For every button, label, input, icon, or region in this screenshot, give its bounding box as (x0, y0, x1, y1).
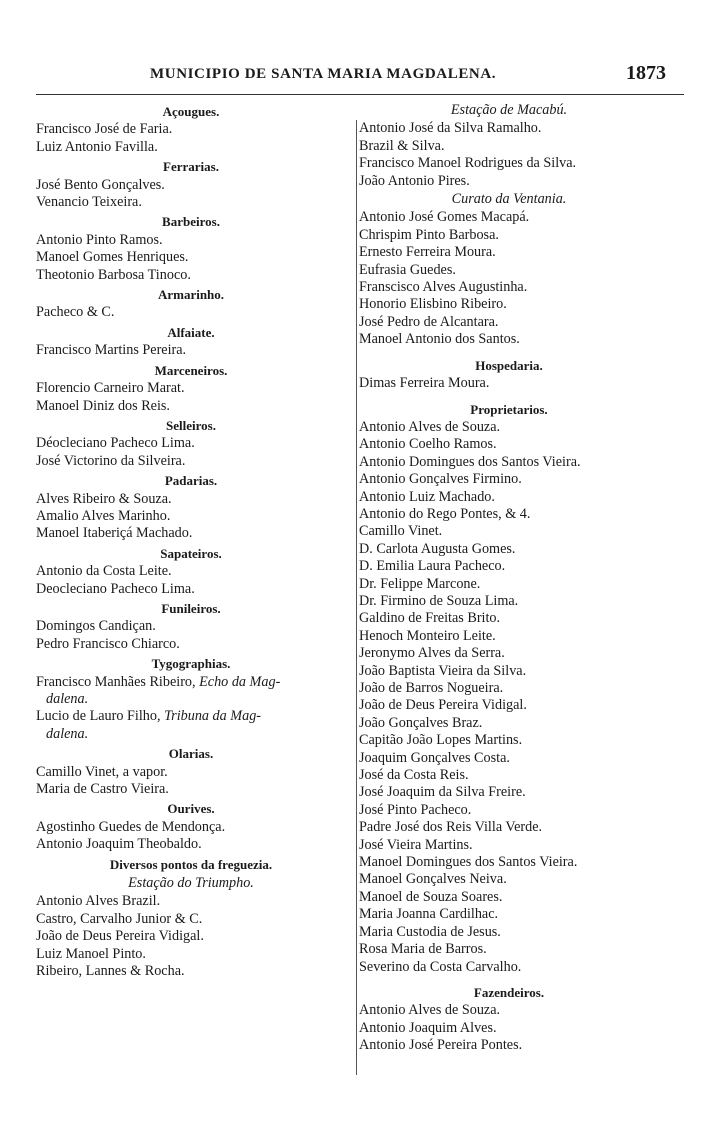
list-item: João de Barros Nogueira. (359, 680, 504, 696)
list-item: D. Carlota Augusta Gomes. (359, 540, 516, 557)
list-item: Venancio Teixeira. (36, 194, 142, 211)
section-title: Olarias. (168, 746, 214, 762)
list-item: Maria de Castro Vieira. (36, 781, 169, 798)
list-item: Galdino de Freitas Brito. (359, 610, 501, 627)
section-title: Selleiros. (166, 417, 216, 433)
list-item: Manoel Antonio dos Santos. (359, 331, 520, 348)
left-column (36, 101, 346, 981)
list-item: Honorio Elisbino Ribeiro. (359, 296, 507, 313)
column-divider (356, 120, 357, 1075)
list-item: José Pedro de Alcantara. (359, 313, 499, 330)
entry-name: Francisco Manhães Ribeiro, (36, 673, 200, 690)
list-item: Francisco Martins Pereira. (36, 342, 187, 359)
list-item: Manoel Gonçalves Neiva. (359, 871, 507, 888)
list-item: Antonio José Pereira Pontes. (359, 1037, 523, 1054)
page-number: 1873 (626, 62, 666, 84)
list-item-continuation (36, 691, 346, 708)
section-title: Funileiros. (161, 600, 221, 616)
page-header (0, 62, 725, 90)
list-item: Antonio Alves de Souza. (359, 418, 501, 435)
header-rule (36, 94, 684, 95)
section-padarias (36, 470, 346, 543)
list-item: João Baptista Vieira da Silva. (359, 662, 527, 679)
list-item: Antonio Coelho Ramos. (359, 436, 497, 453)
section-sapateiros (36, 543, 346, 598)
list-item (36, 708, 346, 725)
list-item: Capitão João Lopes Martins. (359, 732, 523, 749)
list-item: D. Emilia Laura Pacheco. (359, 558, 506, 575)
list-item: Antonio Joaquim Alves. (359, 1019, 497, 1036)
right-column (359, 101, 659, 1055)
list-item: Antonio Joaquim Theobaldo. (36, 836, 202, 853)
list-item: João Antonio Pires. (359, 172, 470, 189)
section-subtitle: Curato da Ventania. (451, 191, 567, 208)
page-title: MUNICIPIO DE SANTA MARIA MAGDALENA. (150, 66, 497, 82)
list-item: Pedro Francisco Chiarco. (36, 635, 180, 652)
list-item: Joaquim Gonçalves Costa. (359, 749, 510, 766)
section-subtitle: Estação de Macabú. (450, 102, 568, 118)
list-item: João de Deus Pereira Vidigal. (36, 928, 204, 945)
list-item: Manoel Itaberiçá Machado. (36, 525, 193, 542)
section-ourives (36, 798, 346, 853)
list-item: Manoel Domingues dos Santos Vieira. (359, 854, 578, 871)
newspaper-title-cont: dalena. (46, 691, 89, 707)
section-title: Marceneiros. (154, 362, 228, 378)
section-title: Diversos pontos da freguezia. (109, 856, 273, 872)
section-hospedaria (359, 355, 659, 393)
section-title: Ferrarias. (163, 159, 219, 175)
newspaper-title-cont: dalena. (46, 725, 89, 742)
section-subtitle: Estação do Triumpho. (128, 875, 254, 892)
list-item: Alves Ribeiro & Souza. (36, 490, 172, 507)
list-item: Luiz Manoel Pinto. (36, 945, 146, 962)
section-title: Sapateiros. (160, 545, 222, 561)
proprietarios-list (359, 419, 659, 976)
list-item: Dimas Ferreira Moura. (359, 375, 490, 392)
list-item: Antonio Pinto Ramos. (36, 231, 163, 248)
list-item: Luiz Antonio Favilla. (36, 138, 158, 155)
section-selleiros (36, 415, 346, 470)
list-item: Antonio Luiz Machado. (359, 488, 495, 505)
list-item: Jeronymo Alves da Serra. (359, 645, 505, 662)
list-item: Ernesto Ferreira Moura. (359, 244, 496, 261)
list-item: Padre José dos Reis Villa Verde. (359, 819, 543, 836)
list-item: Antonio Gonçalves Firmino. (359, 471, 522, 488)
list-item (36, 674, 346, 691)
section-fazendeiros (359, 982, 659, 1055)
list-item: José Victorino da Silveira. (36, 452, 186, 469)
section-title: Fazendeiros. (473, 984, 545, 1000)
entry-name: Lucio de Lauro Filho, (36, 708, 165, 725)
list-item: João de Deus Pereira Vidigal. (359, 697, 527, 714)
list-item: João Gonçalves Braz. (359, 714, 483, 731)
list-item: Brazil & Silva. (359, 137, 445, 154)
section-proprietarios (359, 399, 659, 976)
list-item: Manoel de Souza Soares. (359, 888, 503, 905)
section-armarinho (36, 284, 346, 322)
list-item: Antonio Alves de Souza. (359, 1002, 501, 1019)
list-item: Eufrasia Guedes. (359, 261, 456, 278)
list-item: Severino da Costa Carvalho. (359, 958, 522, 975)
list-item: José Vieira Martins. (359, 836, 473, 853)
list-item: Manoel Diniz dos Reis. (36, 397, 170, 414)
section-tygographias (36, 653, 346, 743)
list-item: José Joaquim da Silva Freire. (359, 784, 526, 801)
section-title: Açougues. (162, 104, 220, 119)
list-item: Francisco José de Faria. (36, 121, 173, 138)
section-title: Proprietarios. (470, 401, 548, 417)
section-title: Barbeiros. (162, 214, 220, 230)
list-item: Rosa Maria de Barros. (359, 941, 487, 958)
section-macabu (359, 101, 659, 190)
section-ventania (359, 190, 659, 349)
list-item: Antonio José da Silva Ramalho. (359, 120, 542, 137)
section-ferrarias (36, 156, 346, 211)
list-item: Maria Joanna Cardilhac. (359, 906, 499, 923)
list-item: Agostinho Guedes de Mendonça. (36, 818, 226, 835)
section-title: Tygographias. (151, 656, 231, 672)
list-item: José da Costa Reis. (359, 767, 469, 784)
section-marceneiros (36, 360, 346, 415)
list-item: Pacheco & C. (36, 304, 115, 321)
newspaper-title: Echo da Mag- (199, 673, 281, 690)
list-item: Antonio Domingues dos Santos Vieira. (359, 453, 581, 470)
list-item: Dr. Firmino de Souza Lima. (359, 592, 519, 609)
list-item: Henoch Monteiro Leite. (359, 627, 496, 644)
list-item-continuation (36, 726, 346, 743)
list-item: Theotonio Barbosa Tinoco. (36, 266, 191, 283)
list-item: Florencio Carneiro Marat. (36, 380, 185, 397)
list-item: Camillo Vinet. (359, 523, 443, 540)
section-title: Hospedaria. (475, 357, 543, 373)
list-item: Franscisco Alves Augustinha. (359, 279, 528, 296)
list-item: José Pinto Pacheco. (359, 801, 472, 818)
list-item: Manoel Gomes Henriques. (36, 249, 189, 266)
section-title: Alfaiate. (167, 324, 215, 340)
section-title: Ourives. (167, 801, 215, 817)
section-title: Padarias. (164, 473, 218, 489)
section-olarias (36, 743, 346, 798)
list-item: Chrispim Pinto Barbosa. (359, 226, 499, 243)
list-item: Deocleciano Pacheco Lima. (36, 580, 195, 597)
section-alfaiate (36, 322, 346, 360)
list-item: Maria Custodia de Jesus. (359, 923, 501, 940)
list-item: Camillo Vinet, a vapor. (36, 763, 168, 780)
list-item: Domingos Candiçan. (36, 618, 156, 635)
section-acougues (36, 101, 346, 156)
newspaper-title: Tribuna da Mag- (164, 708, 262, 725)
list-item: Antonio do Rego Pontes, & 4. (359, 505, 531, 522)
list-item: Francisco Manoel Rodrigues da Silva. (359, 155, 577, 172)
list-item: Castro, Carvalho Junior & C. (36, 910, 203, 927)
section-funileiros (36, 598, 346, 653)
list-item: Antonio José Gomes Macapá. (359, 209, 530, 226)
section-diversos (36, 854, 346, 981)
list-item: José Bento Gonçalves. (36, 176, 165, 193)
list-item: Antonio Alves Brazil. (36, 893, 161, 910)
list-item: Dr. Felippe Marcone. (359, 575, 481, 592)
section-barbeiros (36, 211, 346, 284)
list-item: Ribeiro, Lannes & Rocha. (36, 963, 185, 980)
section-title: Armarinho. (157, 287, 225, 303)
list-item: Déocleciano Pacheco Lima. (36, 435, 195, 452)
list-item: Antonio da Costa Leite. (36, 563, 172, 580)
list-item: Amalio Alves Marinho. (36, 507, 171, 524)
